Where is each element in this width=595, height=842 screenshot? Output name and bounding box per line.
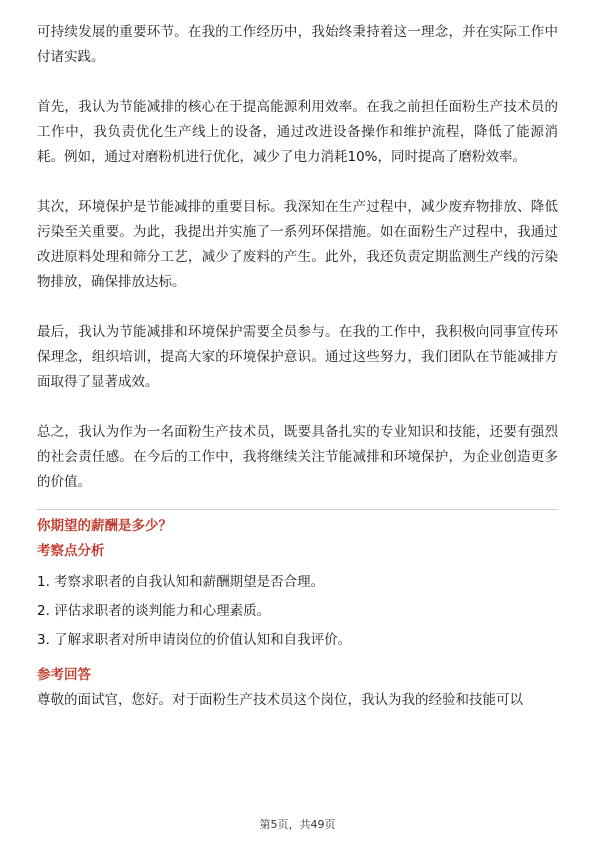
page-content (37, 20, 558, 713)
page-number-footer: 第5页，共49页 (259, 818, 336, 831)
analysis-item: 2. 评估求职者的谈判能力和心理素质。 (37, 603, 271, 619)
analysis-item: 3. 了解求职者对所申请岗位的价值认知和自我评价。 (37, 632, 352, 648)
interview-question: 你期望的薪酬是多少？ (37, 518, 172, 534)
section-divider (37, 509, 558, 510)
analysis-heading: 考察点分析 (37, 543, 105, 559)
paragraph-team-participation: 最后，我认为节能减排和环境保护需要全员参与。在我的工作中，我积极向同事宣传环保理念，组织培训，提高大家的环境保护意识。通过这些努力，我们团队在节能减排方面取得了显著成效。 (37, 324, 558, 390)
paragraph-conclusion: 总之，我认为作为一名面粉生产技术员，既要具备扎实的专业知识和技能，还要有强烈的社会责任感。在今后的工作中，我将继续关注节能减排和环境保护，为企业创造更多的价值。 (37, 424, 558, 490)
paragraph-energy-efficiency: 首先，我认为节能减排的核心在于提高能源利用效率。在我之前担任面粉生产技术员的工作中，我负责优化生产线上的设备，通过改进设备操作和维护流程，降低了能源消耗。例如，通过对磨粉机进行优化，减少了电力消耗10%，同时提高了磨粉效率。 (37, 99, 558, 165)
answer-heading: 参考回答 (37, 667, 91, 683)
answer-text: 尊敬的面试官，您好。对于面粉生产技术员这个岗位，我认为我的经验和技能可以 (37, 692, 523, 708)
paragraph-intro-continued: 可持续发展的重要环节。在我的工作经历中，我始终秉持着这一理念，并在实际工作中付诸实践。 (37, 24, 558, 65)
spacer (37, 395, 558, 420)
spacer (37, 70, 558, 95)
spacer (37, 170, 558, 195)
analysis-item: 1. 考察求职者的自我认知和薪酬期望是否合理。 (37, 574, 325, 590)
spacer (37, 295, 558, 320)
paragraph-environmental-protection: 其次，环境保护是节能减排的重要目标。我深知在生产过程中，减少废弃物排放、降低污染至关重要。为此，我提出并实施了一系列环保措施。如在面粉生产过程中，我通过改进原料处理和筛分工艺，减少了废料的产生。此外，我还负责定期监测生产线的污染物排放，确保排放达标。 (37, 199, 558, 290)
